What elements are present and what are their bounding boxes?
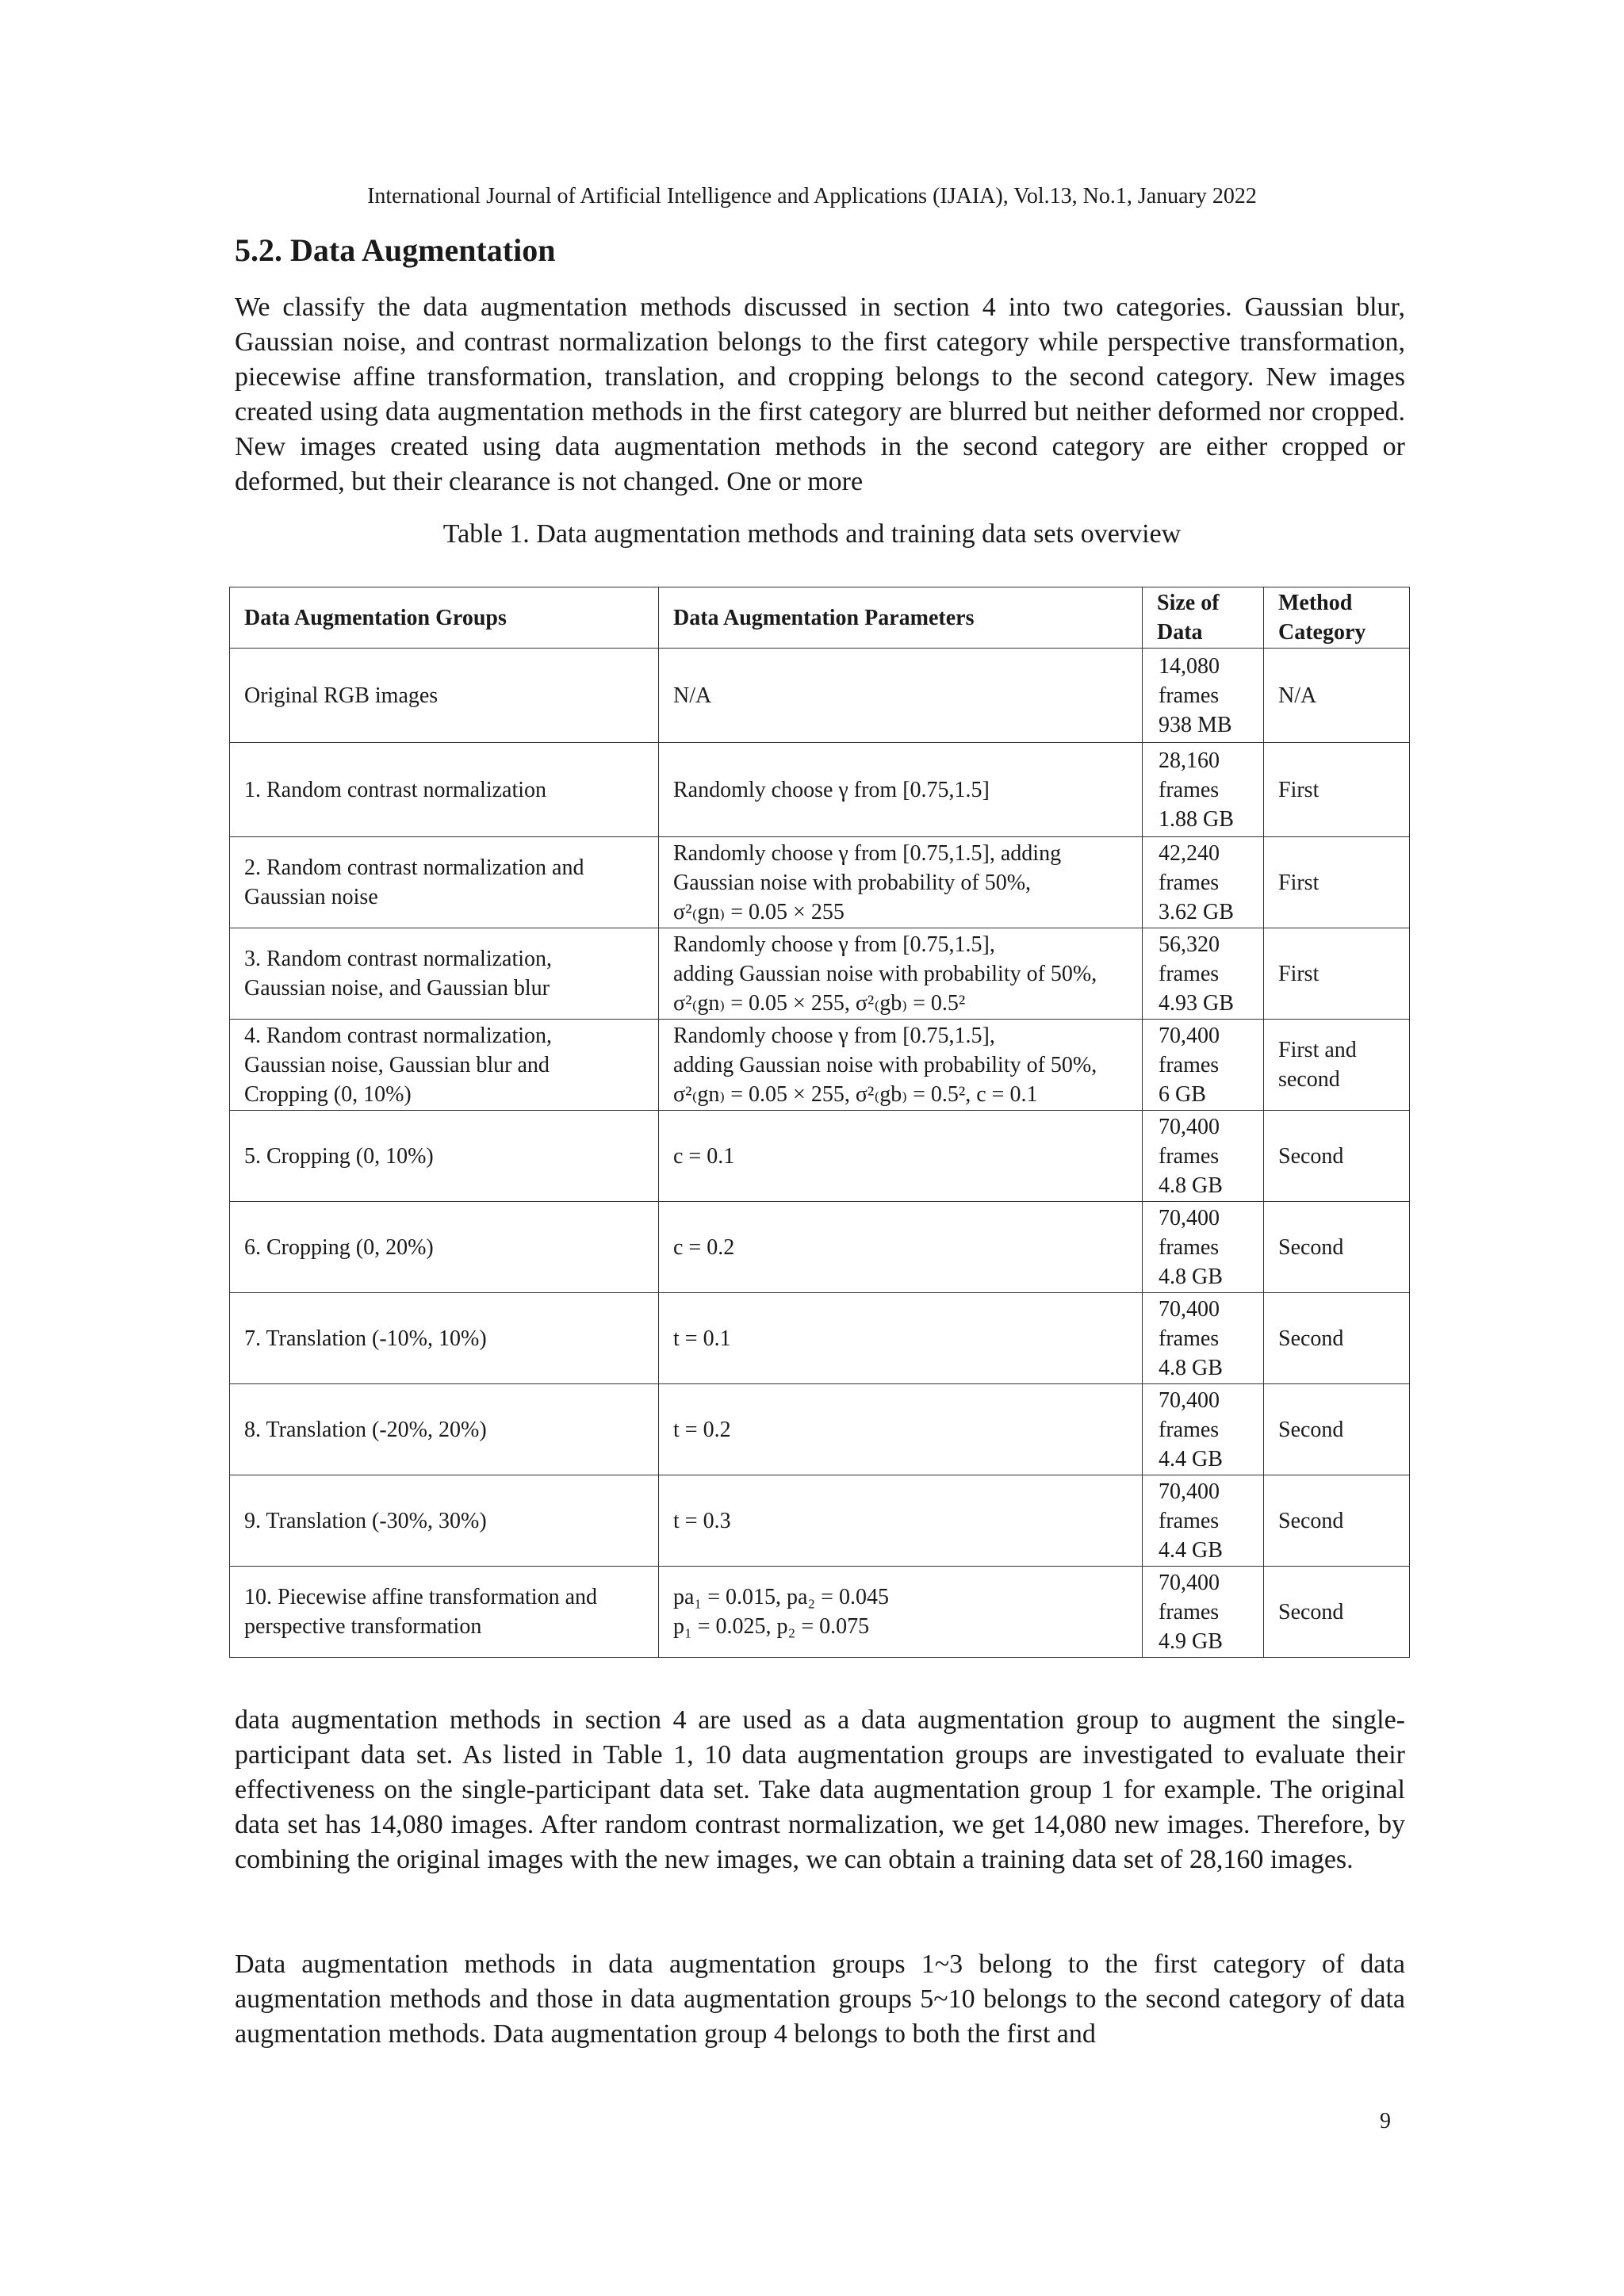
cell-line: 4.8 GB [1159, 1173, 1223, 1198]
cell-params [659, 928, 1143, 1020]
cell-category [1264, 928, 1410, 1020]
cell-line: σ²₍gn₎ = 0.05 × 255, σ²₍gb₎ = 0.5², c = 0.1 [673, 1081, 1038, 1107]
cell-line: 4.4 GB [1159, 1446, 1223, 1471]
table-caption: Table 1. Data augmentation methods and training data sets overview [442, 519, 1182, 549]
cell-line: 70,400 [1159, 1387, 1220, 1413]
cell-size [1143, 928, 1264, 1020]
cell-line: Gaussian noise with probability of 50%, [673, 870, 1032, 895]
cell-line: σ²₍gn₎ = 0.05 × 255, σ²₍gb₎ = 0.5² [673, 990, 966, 1016]
cell-line: 70,400 [1159, 1570, 1220, 1595]
cell-line: Second [1278, 1143, 1344, 1169]
cell-line: Gaussian noise [244, 885, 378, 909]
cell-group [230, 1567, 659, 1658]
cell-line: Second [1278, 1417, 1344, 1442]
cell-category [1264, 1293, 1410, 1384]
table-row [230, 837, 1410, 928]
cell-group [230, 837, 659, 928]
column-header-groups: Data Augmentation Groups [230, 587, 659, 649]
cell-line: 5. Cropping (0, 10%) [244, 1143, 434, 1169]
cell-group [230, 743, 659, 837]
cell-line: 10. Piecewise affine transformation and [244, 1585, 598, 1609]
cell-size [1143, 1567, 1264, 1658]
body-paragraph-1: We classify the data augmentation methods discussed in section 4 into two categories. Gaussian blur, Gaussian noise, and contrast normalization belongs to the first category while perspective transformation, piecewise affine transformation, translation, and cropping belongs to the second category. New images created using data augmentation methods in the first category are blurred but neither deformed nor cropped. New images created using data augmentation methods in the second category are either cropped or deformed, but their clearance is not changed. One or more [235, 293, 1405, 496]
cell-line: 2. Random contrast normalization and [244, 855, 584, 880]
header-line: Category [1278, 620, 1366, 645]
cell-line: frames [1159, 1326, 1220, 1351]
cell-category [1264, 837, 1410, 928]
cell-group [230, 928, 659, 1020]
cell-category [1264, 1384, 1410, 1475]
cell-group [230, 1111, 659, 1202]
cell-line: 56,320 [1159, 932, 1220, 957]
cell-size [1143, 1202, 1264, 1293]
cell-category [1264, 1475, 1410, 1567]
table-row [230, 1475, 1410, 1567]
cell-category [1264, 743, 1410, 837]
cell-line: frames [1159, 870, 1220, 895]
cell-line: 7. Translation (-10%, 10%) [244, 1326, 487, 1351]
cell-params [659, 1020, 1143, 1111]
cell-line: frames [1159, 1052, 1220, 1077]
cell-line: Randomly choose γ from [0.75,1.5], adding [673, 840, 1062, 866]
cell-line: Cropping (0, 10%) [244, 1081, 412, 1107]
cell-category [1264, 1020, 1410, 1111]
cell-line: First [1278, 961, 1320, 986]
cell-line: c = 0.1 [673, 1143, 735, 1169]
cell-category [1264, 1567, 1410, 1658]
cell-line: 42,240 [1159, 840, 1220, 866]
cell-line: 14,080 [1159, 653, 1220, 679]
cell-line: 8. Translation (-20%, 20%) [244, 1417, 487, 1442]
cell-line: 6. Cropping (0, 20%) [244, 1234, 434, 1260]
cell-line: perspective transformation [244, 1614, 482, 1639]
cell-params [659, 1384, 1143, 1475]
cell-params [659, 1475, 1143, 1567]
body-paragraph-3: Data augmentation methods in data augmentation groups 1~3 belong to the first category of data augmentation methods and those in data augmentation groups 5~10 belongs to the second category of data augmentation methods. Data augmentation group 4 belongs to both the first and [235, 1950, 1405, 2049]
cell-line: frames [1159, 961, 1220, 986]
column-header-params: Data Augmentation Parameters [659, 587, 1143, 649]
cell-line: adding Gaussian noise with probability of 50%, [673, 1052, 1097, 1077]
cell-group [230, 1384, 659, 1475]
page-number: 9 [1380, 2109, 1391, 2133]
column-header-category [1264, 587, 1410, 649]
cell-group [230, 1202, 659, 1293]
column-header-size [1143, 587, 1264, 649]
section-heading: 5.2. Data Augmentation [235, 232, 556, 268]
cell-line: 1.88 GB [1159, 806, 1234, 832]
cell-line: 4.4 GB [1159, 1537, 1223, 1563]
cell-params [659, 743, 1143, 837]
cell-line: Randomly choose γ from [0.75,1.5] [673, 777, 990, 802]
cell-line: 1. Random contrast normalization [244, 777, 547, 802]
cell-line: 28,160 [1159, 748, 1220, 773]
cell-line: Second [1278, 1599, 1344, 1624]
cell-line: N/A [1278, 683, 1317, 708]
cell-line: Randomly choose γ from [0.75,1.5], [673, 932, 995, 957]
cell-category [1264, 1111, 1410, 1202]
table-row [230, 1293, 1410, 1384]
cell-line: frames [1159, 777, 1220, 802]
cell-size [1143, 1384, 1264, 1475]
table-row [230, 649, 1410, 743]
cell-line: Gaussian noise, Gaussian blur and [244, 1052, 550, 1077]
cell-params [659, 1293, 1143, 1384]
cell-params [659, 1111, 1143, 1202]
running-header: International Journal of Artificial Intelligence and Applications (IJAIA), Vol.13, No.1, January 2022 [367, 184, 1257, 209]
table-row [230, 743, 1410, 837]
cell-line: t = 0.3 [673, 1508, 731, 1533]
cell-size [1143, 1111, 1264, 1202]
cell-line: t = 0.1 [673, 1326, 731, 1351]
cell-line: 3. Random contrast normalization, [244, 947, 553, 971]
cell-line: 4.93 GB [1159, 990, 1234, 1016]
cell-category [1264, 649, 1410, 743]
cell-line: N/A [673, 683, 712, 708]
cell-line: c = 0.2 [673, 1234, 735, 1260]
cell-line: Second [1278, 1508, 1344, 1533]
table-row [230, 1567, 1410, 1658]
cell-line: First [1278, 777, 1320, 802]
table-body [230, 649, 1410, 1658]
table-row [230, 1384, 1410, 1475]
cell-line: 4. Random contrast normalization, [244, 1023, 553, 1048]
cell-group [230, 1293, 659, 1384]
cell-line: p₁ = 0.025, p₂ = 0.075 [673, 1614, 870, 1639]
cell-params [659, 1202, 1143, 1293]
cell-line: 3.62 GB [1159, 899, 1234, 924]
cell-line: 70,400 [1159, 1023, 1220, 1048]
cell-line: 4.9 GB [1159, 1628, 1223, 1654]
cell-line: First [1278, 870, 1320, 895]
data-table [229, 587, 1410, 1658]
cell-line: frames [1159, 683, 1220, 708]
cell-group [230, 1475, 659, 1567]
cell-size [1143, 1293, 1264, 1384]
cell-group [230, 1020, 659, 1111]
cell-line: 70,400 [1159, 1296, 1220, 1322]
cell-line: 70,400 [1159, 1205, 1220, 1230]
cell-line: frames [1159, 1143, 1220, 1169]
header-line: Method [1278, 591, 1353, 615]
cell-size [1143, 837, 1264, 928]
cell-line: 70,400 [1159, 1114, 1220, 1139]
header-line: Size of [1157, 591, 1220, 615]
cell-category [1264, 1202, 1410, 1293]
cell-params [659, 1567, 1143, 1658]
cell-line: 938 MB [1159, 712, 1232, 737]
cell-group [230, 649, 659, 743]
table-row [230, 1202, 1410, 1293]
cell-line: 6 GB [1159, 1081, 1206, 1107]
cell-params [659, 649, 1143, 743]
cell-size [1143, 743, 1264, 837]
table-row [230, 1020, 1410, 1111]
cell-size [1143, 1020, 1264, 1111]
cell-params [659, 837, 1143, 928]
cell-line: 9. Translation (-30%, 30%) [244, 1508, 487, 1533]
cell-line: Original RGB images [244, 683, 439, 708]
cell-size [1143, 1475, 1264, 1567]
cell-line: frames [1159, 1508, 1220, 1533]
cell-line: t = 0.2 [673, 1417, 731, 1442]
body-paragraph-2: data augmentation methods in section 4 are used as a data augmentation group to augment the single-participant data set. As listed in Table 1, 10 data augmentation groups are investigated to evaluate their effectiveness on the single-participant data set. Take data augmentation group 1 for example. The original data set has 14,080 images. After random contrast normalization, we get 14,080 new images. Therefore, by combining the original images with the new images, we can obtain a training data set of 28,160 images. [235, 1705, 1405, 1874]
cell-size [1143, 649, 1264, 743]
cell-line: frames [1159, 1417, 1220, 1442]
header-line: Data [1157, 620, 1203, 645]
cell-line: frames [1159, 1599, 1220, 1624]
cell-line: First and [1278, 1038, 1357, 1062]
table-row [230, 928, 1410, 1020]
cell-line: 4.8 GB [1159, 1264, 1223, 1289]
cell-line: 4.8 GB [1159, 1355, 1223, 1380]
cell-line: adding Gaussian noise with probability of 50%, [673, 961, 1097, 986]
cell-line: 70,400 [1159, 1479, 1220, 1504]
table-header-row [230, 587, 1410, 649]
cell-line: pa₁ = 0.015, pa₂ = 0.045 [673, 1585, 889, 1609]
cell-line: σ²₍gn₎ = 0.05 × 255 [673, 899, 845, 924]
cell-line: frames [1159, 1234, 1220, 1260]
cell-line: Second [1278, 1234, 1344, 1260]
table-row [230, 1111, 1410, 1202]
cell-line: Randomly choose γ from [0.75,1.5], [673, 1023, 995, 1048]
cell-line: second [1278, 1067, 1340, 1092]
cell-line: Gaussian noise, and Gaussian blur [244, 976, 550, 1001]
cell-line: Second [1278, 1326, 1344, 1351]
